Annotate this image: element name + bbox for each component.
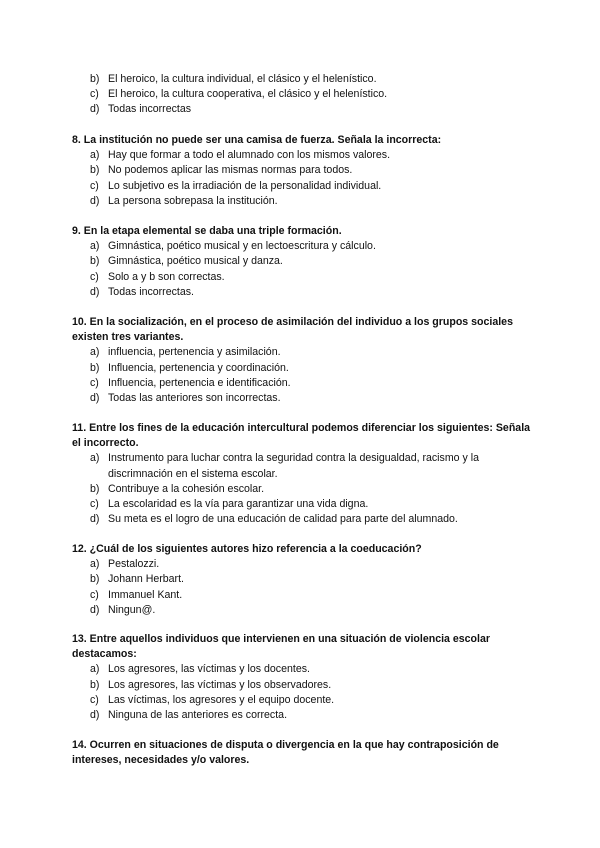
- option-letter: a): [90, 558, 100, 571]
- option-item: [90, 451, 532, 481]
- option-text: Ningun@.: [108, 603, 156, 616]
- option-text: Immanuel Kant.: [108, 588, 183, 601]
- question-title: 8. La institución no puede ser una camisa de fuerza. Señala la incorrecta:: [72, 134, 442, 146]
- question-title: 10. En la socialización, en el proceso de asimilación del individuo a los grupos sociales existen tres variantes.: [72, 316, 513, 344]
- option-item: [90, 678, 532, 693]
- question-options: [72, 662, 532, 723]
- option-text: Todas incorrectas: [108, 103, 192, 116]
- option-letter: b): [90, 361, 100, 374]
- option-letter: a): [90, 346, 100, 359]
- option-text: Su meta es el logro de una educación de calidad para parte del alumnado.: [108, 513, 458, 526]
- option-text: Lo subjetivo es la irradiación de la personalidad individual.: [108, 179, 382, 192]
- option-letter: b): [90, 164, 100, 177]
- option-item: [90, 572, 532, 587]
- option-item: [90, 693, 532, 708]
- option-letter: a): [90, 240, 100, 253]
- option-item: [90, 361, 532, 376]
- option-letter: c): [90, 498, 99, 511]
- question-13: [72, 632, 532, 723]
- option-text: Pestalozzi.: [108, 558, 160, 571]
- option-letter: a): [90, 149, 100, 162]
- question-8: [72, 133, 532, 209]
- option-item: [90, 588, 532, 603]
- fragment-options: [90, 72, 530, 118]
- option-letter: d): [90, 603, 100, 616]
- option-item: [90, 270, 532, 285]
- question-9: [72, 224, 532, 300]
- option-item: [90, 391, 532, 406]
- option-item: [90, 102, 530, 117]
- option-item: [90, 194, 532, 209]
- option-text: Johann Herbart.: [108, 573, 184, 586]
- option-text: Gimnástica, poético musical y danza.: [108, 255, 283, 268]
- option-text: Influencia, pertenencia y coordinación.: [108, 361, 289, 374]
- option-item: [90, 285, 532, 300]
- option-item: [90, 708, 532, 723]
- option-letter: d): [90, 194, 100, 207]
- option-letter: c): [90, 376, 99, 389]
- option-item: [90, 376, 532, 391]
- option-text: Ninguna de las anteriores es correcta.: [108, 709, 288, 722]
- option-letter: d): [90, 392, 100, 405]
- option-text: La persona sobrepasa la institución.: [108, 194, 278, 207]
- option-item: [90, 87, 530, 102]
- option-letter: d): [90, 103, 100, 116]
- option-text: Influencia, pertenencia e identificación.: [108, 376, 291, 389]
- option-item: [90, 603, 532, 618]
- option-letter: a): [90, 663, 100, 676]
- option-item: [90, 72, 530, 87]
- option-item: [90, 557, 532, 572]
- option-text: Contribuye a la cohesión escolar.: [108, 482, 265, 495]
- option-item: [90, 345, 532, 360]
- option-item: [90, 662, 532, 677]
- option-letter: c): [90, 270, 99, 283]
- question-title: 14. Ocurren en situaciones de disputa o divergencia en la que hay contraposición de intereses, necesidades y/o valores.: [72, 739, 499, 767]
- option-text: Gimnástica, poético musical y en lectoescritura y cálculo.: [108, 240, 376, 253]
- option-item: [90, 254, 532, 269]
- option-letter: c): [90, 693, 99, 706]
- question-options: [72, 345, 532, 406]
- option-text: influencia, pertenencia y asimilación.: [108, 346, 281, 359]
- option-item: [90, 163, 532, 178]
- question-14: [72, 738, 532, 768]
- question-11: [72, 421, 532, 527]
- option-letter: d): [90, 709, 100, 722]
- question-12: [72, 542, 532, 618]
- question-10: [72, 315, 532, 406]
- option-text: Solo a y b son correctas.: [108, 270, 225, 283]
- question-title: 13. Entre aquellos individuos que intervienen en una situación de violencia escolar destacamos:: [72, 633, 490, 661]
- option-text: El heroico, la cultura cooperativa, el clásico y el helenístico.: [108, 88, 388, 101]
- option-item: [90, 239, 532, 254]
- option-text: Las víctimas, los agresores y el equipo docente.: [108, 693, 335, 706]
- option-text: Todas las anteriores son incorrectas.: [108, 392, 281, 405]
- option-item: [90, 512, 532, 527]
- option-letter: b): [90, 573, 100, 586]
- option-letter: c): [90, 179, 99, 192]
- option-letter: a): [90, 452, 100, 465]
- question-options: [72, 557, 532, 618]
- option-text: No podemos aplicar las mismas normas para todos.: [108, 164, 353, 177]
- option-letter: d): [90, 513, 100, 526]
- option-letter: b): [90, 678, 100, 691]
- option-letter: d): [90, 285, 100, 298]
- option-item: [90, 148, 532, 163]
- question-options: [72, 451, 532, 527]
- option-item: [90, 179, 532, 194]
- option-letter: c): [90, 588, 99, 601]
- question-title: 11. Entre los fines de la educación intercultural podemos diferenciar los siguientes: Señala el incorrecto.: [72, 422, 531, 450]
- option-text: Hay que formar a todo el alumnado con los mismos valores.: [108, 149, 391, 162]
- option-letter: b): [90, 482, 100, 495]
- question-options: [72, 148, 532, 209]
- option-text: Los agresores, las víctimas y los observadores.: [108, 678, 332, 691]
- option-text: Los agresores, las víctimas y los docentes.: [108, 663, 310, 676]
- option-text: El heroico, la cultura individual, el clásico y el helenístico.: [108, 73, 377, 85]
- question-title: 9. En la etapa elemental se daba una triple formación.: [72, 225, 342, 237]
- option-text: La escolaridad es la vía para garantizar una vida digna.: [108, 498, 369, 511]
- option-item: [90, 497, 532, 512]
- option-text: Todas incorrectas.: [108, 285, 194, 298]
- option-item: [90, 482, 532, 497]
- option-text: Instrumento para luchar contra la seguridad contra la desigualdad, racismo y la discrimnación en el sistema escolar.: [108, 452, 479, 480]
- question-options: [72, 239, 532, 300]
- option-letter: c): [90, 88, 99, 101]
- question-title: 12. ¿Cuál de los siguientes autores hizo referencia a la coeducación?: [72, 543, 422, 555]
- option-letter: b): [90, 255, 100, 268]
- option-letter: b): [90, 73, 100, 85]
